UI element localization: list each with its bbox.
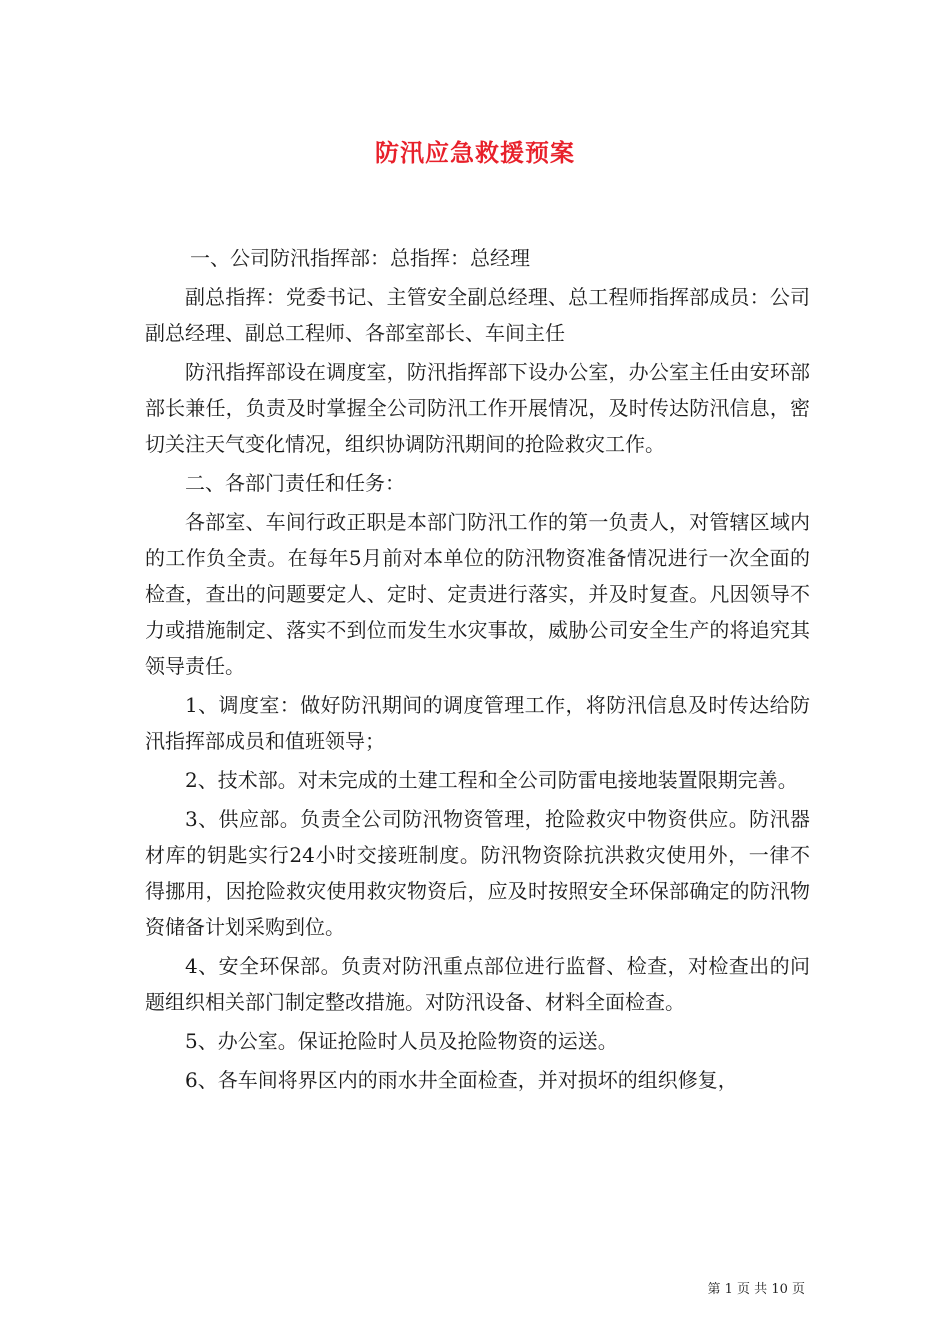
paragraph-item-4: 4、安全环保部。负责对防汛重点部位进行监督、检查，对检查出的问题组织相关部门制定整改措施。对防汛设备、材料全面检查。 bbox=[145, 954, 810, 1014]
document-title: 防汛应急救援预案 bbox=[375, 138, 575, 167]
paragraph-responsibility: 各部室、车间行政正职是本部门防汛工作的第一负责人，对管辖区域内的工作负全责。在每年5月前对本单位的防汛物资准备情况进行一次全面的检查，查出的问题要定人、定时、定责进行落实，并及时复查。凡因领导不力或措施制定、落实不到位而发生水灾事故，威胁公司安全生产的将追究其领导责任。 bbox=[145, 510, 810, 678]
paragraph-item-3: 3、供应部。负责全公司防汛物资管理，抢险救灾中物资供应。防汛器材库的钥匙实行24小时交接班制度。防汛物资除抗洪救灾使用外，一律不得挪用，因抢险救灾使用救灾物资后，应及时按照安全环保部确定的防汛物资储备计划采购到位。 bbox=[145, 807, 810, 939]
paragraph-section-2: 二、各部门责任和任务： bbox=[185, 471, 405, 495]
paragraph-office-setup: 防汛指挥部设在调度室，防汛指挥部下设办公室，办公室主任由安环部部长兼任，负责及时掌握全公司防汛工作开展情况，及时传达防汛信息，密切关注天气变化情况，组织协调防汛期间的抢险救灾工作。 bbox=[145, 360, 810, 456]
paragraph-deputy-commanders: 副总指挥：党委书记、主管安全副总经理、总工程师指挥部成员：公司副总经理、副总工程师、各部室部长、车间主任 bbox=[145, 285, 810, 345]
paragraph-item-5: 5、办公室。保证抢险时人员及抢险物资的运送。 bbox=[185, 1029, 618, 1053]
document-body bbox=[145, 240, 810, 1101]
paragraph-item-2: 2、技术部。对未完成的土建工程和全公司防雷电接地装置限期完善。 bbox=[185, 768, 798, 792]
paragraph-section-1: 一、公司防汛指挥部：总指挥：总经理 bbox=[190, 246, 530, 270]
paragraph-item-6: 6、各车间将界区内的雨水井全面检查，并对损坏的组织修复， bbox=[185, 1068, 738, 1092]
page-number: 第 1 页 共 10 页 bbox=[707, 1282, 805, 1297]
paragraph-item-1: 1、调度室：做好防汛期间的调度管理工作，将防汛信息及时传达给防汛指挥部成员和值班领导； bbox=[145, 693, 810, 753]
